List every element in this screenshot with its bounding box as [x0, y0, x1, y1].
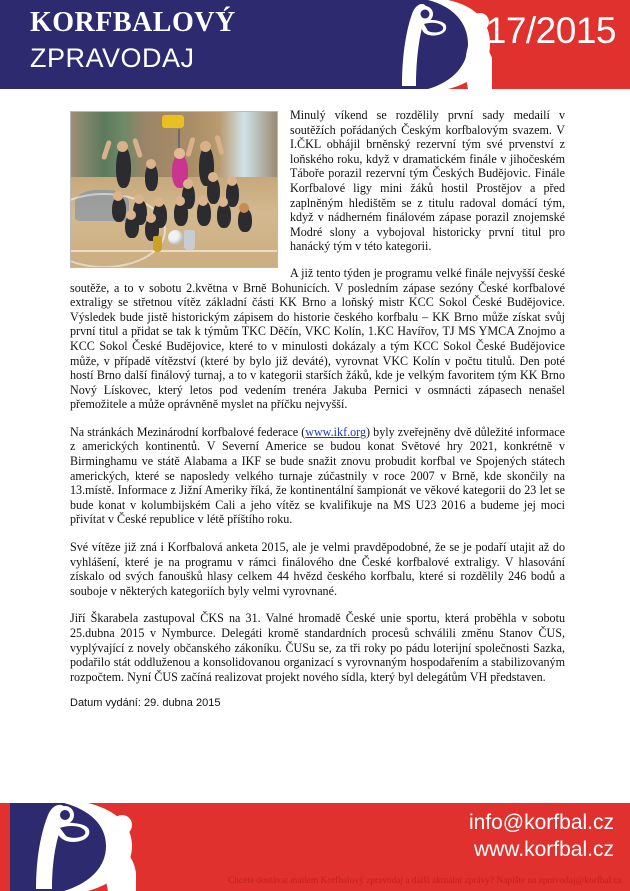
page-title: KORFBALOVÝ — [30, 7, 236, 38]
photo-person-head — [175, 196, 185, 206]
article-inner — [70, 108, 565, 709]
paragraph-3-text-before-link: Na stránkách Mezinárodní korfbalové federace ( — [70, 424, 306, 439]
article-paragraph-3 — [70, 425, 565, 527]
footer-website[interactable]: www.korfbal.cz — [473, 838, 614, 861]
photo-trophy-silver — [184, 230, 195, 250]
footer-subscribe-note: Chcete dostávat mailem Korfbalový zpravodaj a další aktuální zprávy? Napište na zpravodaj@korfbal.cz — [228, 876, 622, 886]
photo-person-head — [198, 196, 208, 206]
photo-person-head — [126, 210, 136, 220]
intro-block — [70, 108, 565, 254]
issue-number: 17/2015 — [485, 10, 616, 51]
photo-person-head — [227, 176, 237, 186]
photo-person-head — [146, 159, 156, 169]
photo-person-head — [183, 179, 193, 189]
photo-person-head — [146, 213, 156, 223]
page-header — [0, 0, 630, 89]
page-footer — [0, 803, 630, 891]
photo-person — [116, 146, 131, 188]
footer-contact-group — [469, 809, 614, 863]
paragraph-3-text-after-link: ) byly zveřejněny dvě důležité informace z amerických kontinentů. V Severní Americe se budou konat Světové hry 2021, konkrétně v Birminghamu ve státě Alabama a IKF se bude snažit znovu probudit korfbal ve Spojených státech amerických, které se naposledy velkého turnaje zúčastnily v roce 2007 v Brně, kde skončily na 13.místě. Informace z Jižní Ameriky říká, že kontinentální šampionát ve věkové kategorii do 23 let se bude konat v kolumbijském Cali a jeho vítěz se kvalifikuje na MS U23 2016 a budeme jej moci přivítat v České republice v létě příštího roku. — [70, 424, 565, 527]
korfball-player-logo-icon — [372, 0, 492, 89]
article-paragraph-1: Minulý víkend se rozdělily první sady medailí v soutěžích pořádaných Českým korfbalovým svazem. V I.ČKL obhájil brněnský rezervní tým své prvenství z loňského roku, když v dramatickém finále v jihočeském Táboře porazil rezervní tým Českých Budějovic. Finále Korfbalové ligy mini žáků hostil Prostějov a před zaplněným hledištěm se z titulu radoval domácí tým, když v nádherném finálovém zápase porazil znojemské Modré slony a vybojoval historicky první titul pro hanácký tým v této kategorii. — [290, 108, 565, 254]
publication-date: Datum vydání: 29. dubna 2015 — [70, 697, 221, 710]
photo-court-line — [71, 250, 277, 252]
page-subtitle: ZPRAVODAJ — [30, 43, 195, 73]
photo-trophy-gold — [153, 236, 162, 252]
team-photo — [70, 111, 278, 268]
article-paragraph-2: A již tento týden je programu velké finále nejvyšší české soutěže, a to v sobotu 2.května v Brně Bohunicích. V posledním zápase sezóny České korfbalové extraligy se střetnou vítěz základní části KK Brno a loňský mistr KCC Sokol České Budějovice. Výsledek bude jistě historickým zápisem do historie českého korfbalu – KK Brno může získat svůj první titul a přidat se tak k týmům TKC Děčín, VKC Kolín, 1.KC Havířov, TJ MS YMCA Znojmo a KCC Sokol České Budějovice, které to v minulosti dokázaly a tým KCC Sokol České Budějovice může, v případě vítězství (které by bylo již deváté), vyrovnat VKC Kolín v počtu titulů. Den poté hostí Brno další finálový turnaj, a to v kategorii starších žáků, kde je velkým favoritem tým KK Brno Nový Lískovec, který letos pod vedením trenéra Jakuba Pernici v osmnácti zápasech nenašel přemožitele a může oprávněně myslet na příčku nejvyšší. — [70, 265, 565, 412]
photo-ball — [168, 230, 183, 245]
header-title-group — [30, 6, 370, 76]
ikf-website-link[interactable]: www.ikf.org — [305, 424, 367, 439]
article-body — [0, 89, 630, 803]
article-paragraph-4: Své vítěze již zná i Korfbalová anketa 2015, ale je velmi pravděpodobné, že se je podaří utajit až do vyhlášení, které je na programu v rámci finálového dne České korfbalové extraligy. V hlasování získalo od svých fanoušků hlasy celkem 44 hvězd českého korfbalu, které si rozdělily 246 bodů a souboje v některých kategoriích byly velmi vyrovnané. — [70, 540, 565, 598]
footer-email[interactable]: info@korfbal.cz — [468, 811, 614, 834]
photo-person-head — [134, 194, 144, 204]
photo-korf-basket — [162, 115, 184, 128]
photo-person-head — [174, 148, 185, 159]
article-paragraph-5: Jiří Škarabela zastupoval ČKS na 31. Valné hromadě České unie sportu, která proběhla v sobotu 25.dubna 2015 v Nymburce. Delegáti kromě standardních procesů schválili změnu Stanov ČUS, vyplývající z novely občanského zákoníku. ČUSu se, za tři roky po pádu loterijní společnosti Sazka, podařilo stát oddluženou a konsolidovanou organizací s vyrovnaným hospodařením a stabilizovaným rozpočtem. Nyní ČUS začíná realizovat projekt nového sídla, který byl delegátům VH představen. — [70, 611, 565, 684]
